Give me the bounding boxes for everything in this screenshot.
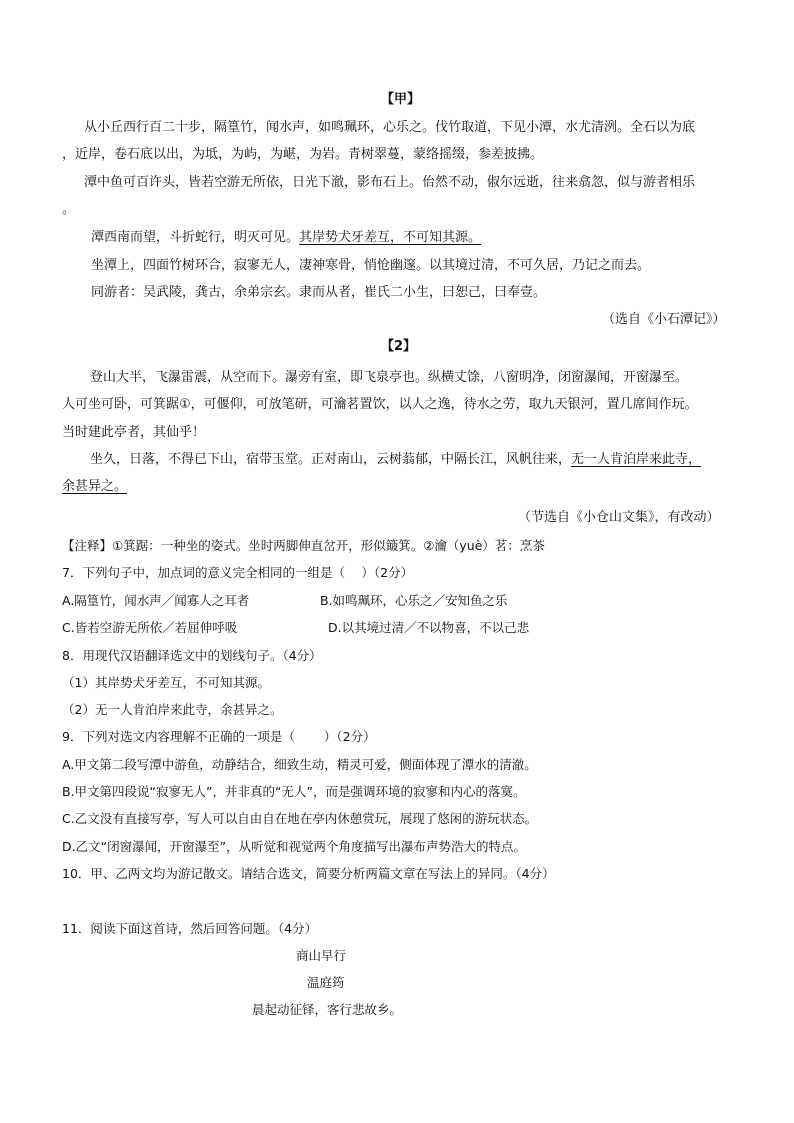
q7-option-d: D.以其境过清／不以物喜，不以己悲 — [328, 620, 530, 635]
yi-source: （节选自《小仓山文集》，有改动） — [518, 510, 720, 525]
yi-p1-line1: 登山大半，飞瀑雷震，从空而下。瀑旁有室，即飞泉亭也。纵横丈馀，八窗明净，闭窗瀑闻，开窗瀑至。 — [90, 370, 689, 385]
q8-sentence-1: （1）其岸势犬牙差互，不可知其源。 — [62, 675, 270, 690]
yi-p2-plain: 坐久，日落，不得已下山，宿带玉堂。正对南山，云树蓊郁，中隔长江，风帆往来， — [90, 452, 572, 467]
q8-sentence-2: （2）无一人肯泊岸来此寺，余甚异之。 — [62, 702, 283, 717]
yi-p2-underlined-part2: 余甚异之。 — [62, 479, 128, 494]
yi-p2-line1 — [90, 451, 701, 469]
q7-stem: 7．下列句子中，加点词的意义完全相同的一组是（ ）（2分） — [62, 565, 414, 580]
q9-option-b: B.甲文第四段说“寂寥无人”，并非真的“无人”，而是强调环境的寂寥和内心的落寞。 — [62, 784, 526, 799]
jia-p1-line1: 从小丘西行百二十步，隔篁竹，闻水声，如鸣珮环，心乐之。伐竹取道，下见小潭，水尤清洌。全石以为底 — [84, 120, 696, 135]
jia-p3-underlined-sentence: 其岸势犬牙差互，不可知其源。 — [299, 230, 482, 245]
q7-option-c: C.皆若空游无所依／若屈伸呼吸 — [62, 620, 238, 635]
notes: 【注释】①箕踞：一种坐的姿式。坐时两脚伸直岔开，形似簸箕。②瀹（yuè）茗：烹茶 — [62, 538, 545, 553]
jia-p5: 同游者：吴武陵，龚古，余弟宗玄。隶而从者，崔氏二小生，曰恕己，曰奉壹。 — [91, 285, 547, 300]
q11-stem: 11．阅读下面这首诗，然后回答问题。（4分） — [62, 921, 318, 936]
q10-stem: 10．甲、乙两文均为游记散文。请结合选文，简要分析两篇文章在写法上的异同。（4分） — [62, 866, 555, 881]
yi-p1-line3: 当时建此亭者，其仙乎！ — [62, 425, 206, 440]
jia-source: （选自《小石潭记》） — [602, 312, 726, 327]
q7-option-b: B.如鸣珮环，心乐之／安知鱼之乐 — [320, 593, 508, 608]
q9-option-c: C.乙文没有直接写亭，写人可以自由自在地在亭内休憩赏玩，展现了悠闲的游玩状态。 — [62, 811, 538, 826]
q7-option-a: A.隔篁竹，闻水声／闻寡人之耳者 — [62, 593, 250, 608]
jia-p2-line1: 潭中鱼可百许头，皆若空游无所依，日光下澈，影布石上。佁然不动，俶尔远逝，往来翕忽，似与游者相乐 — [84, 175, 696, 190]
q9-stem: 9．下列对选文内容理解不正确的一项是（ ）（2分） — [62, 729, 376, 744]
q9-option-a: A.甲文第二段写潭中游鱼，动静结合，细致生动，精灵可爱，侧面体现了潭水的清澈。 — [62, 757, 537, 772]
poem-title: 商山早行 — [296, 948, 347, 963]
yi-p2-underlined-part1: 无一人肯泊岸来此寺， — [571, 452, 702, 467]
section-yi-heading: 【2】 — [381, 339, 417, 354]
jia-p3 — [91, 229, 481, 247]
q9-option-d: D.乙文“闭窗瀑闻，开窗瀑至”，从听觉和视觉两个角度描写出瀑布声势浩大的特点。 — [62, 839, 527, 854]
poem-line-1: 晨起动征铎，客行悲故乡。 — [252, 1002, 403, 1017]
jia-p3-plain: 潭西南而望，斗折蛇行，明灭可见。 — [91, 230, 300, 245]
section-jia-heading: 【甲】 — [381, 92, 421, 107]
jia-p1-line2: ，近岸，卷石底以出，为坻，为屿，为嵁，为岩。青树翠蔓，蒙络摇缀，参差披拂。 — [62, 147, 544, 162]
jia-p4: 坐潭上，四面竹树环合，寂寥无人，凄神寒骨，悄怆幽邃。以其境过清，不可久居，乃记之而去。 — [91, 258, 651, 273]
yi-p1-line2: 人可坐可卧，可箕踞①，可偃仰，可放笔研，可瀹茗置饮，以人之逸，待水之劳，取九天银河，置几席间作玩。 — [62, 397, 698, 412]
poem-author: 温庭筠 — [307, 975, 345, 990]
q8-stem: 8．用现代汉语翻译选文中的划线句子。（4分） — [62, 648, 322, 663]
jia-p2-line2: 。 — [62, 202, 76, 217]
